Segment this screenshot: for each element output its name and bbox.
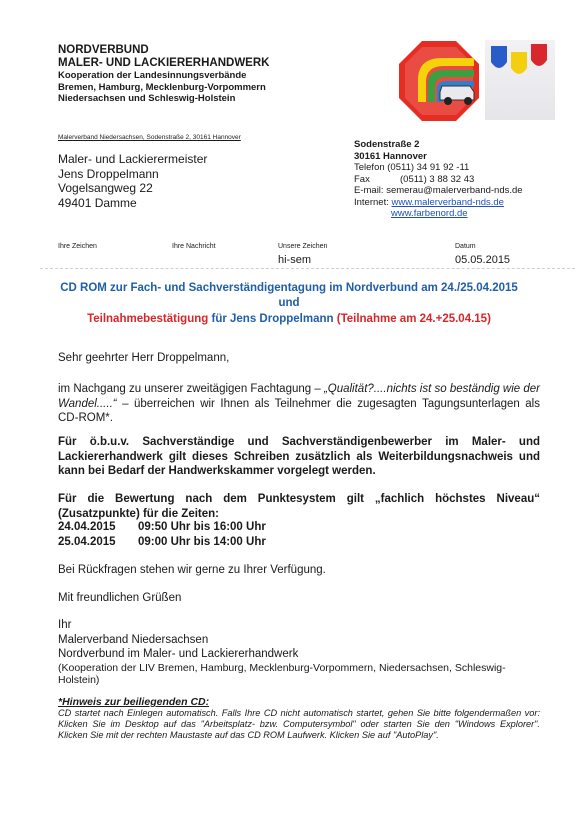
internet-label: Internet: [354, 196, 389, 208]
nordverbund-logo [398, 40, 480, 122]
ref-datum: Datum [455, 243, 476, 250]
subject-line-2: und [278, 297, 300, 309]
sender-city: 30161 Hannover [354, 150, 427, 162]
paragraph-1-intro: im Nachgang zu unserer zweitägigen Fachtagung – [58, 383, 324, 395]
sender-email [354, 185, 523, 197]
ref-unsere-zeichen: Unsere Zeichen [278, 243, 328, 250]
date-2: 25.04.2015 [58, 536, 116, 548]
paragraph-4: Bei Rückfragen stehen wir gerne zu Ihrer Verfügung. [58, 564, 326, 576]
fax-value: (0511) 3 88 32 43 [400, 173, 475, 185]
time-row-1 [58, 520, 540, 535]
letterhead-organization [58, 44, 269, 105]
date-1: 24.04.2015 [58, 521, 116, 533]
paragraph-3: Für die Bewertung nach dem Punktesystem gilt „fachlich höchstes Niveau“ (Zusatzpunkte) für die Zeiten: [58, 493, 540, 520]
website-link-1[interactable]: www.malerverband-nds.de [391, 196, 504, 208]
subject-dates: (Teilnahme am 24.+25.04.15) [336, 313, 491, 325]
recipient-street: Vogelsangweg 22 [58, 181, 153, 195]
return-address: Malerverband Niedersachsen, Sodenstraße 2, 30161 Hannover [58, 134, 241, 141]
fax-label: Fax [354, 173, 370, 185]
subject-confirmation: Teilnahmebestätigung [87, 313, 209, 325]
signature-nordverbund: Nordverbund im Maler- und Lackiererhandwerk [58, 648, 299, 660]
conference-motto: „Qualität?....nichts ist so beständig wie der Wandel.....“ [58, 383, 540, 410]
paragraph-2: Für ö.b.u.v. Sachverständige und Sachverständigenbewerber im Maler- und Lackiererhandwerk gilt dieses Schreiben zusätzlich als Weiterbildungsnachweis und kann bei Bedarf der Handwerkskammer vorgelegt werden. [58, 436, 540, 477]
signature-cooperation: (Kooperation der LIV Bremen, Hamburg, Mecklenburg-Vorpommern, Niedersachsen, Schleswig-Holstein) [58, 661, 506, 686]
recipient-address [58, 152, 207, 210]
subject-participant: für Jens Droppelmann [211, 313, 334, 325]
salutation: Sehr geehrter Herr Droppelmann, [58, 352, 230, 364]
cd-hint [58, 697, 540, 741]
recipient-title: Maler- und Lackierermeister [58, 152, 208, 166]
signature-block [58, 618, 540, 687]
time-2: 09:00 Uhr bis 14:00 Uhr [138, 536, 266, 548]
sender-phone: Telefon (0511) 34 91 92 -11 [354, 162, 470, 173]
ref-unsere-zeichen-value: hi-sem [278, 254, 312, 266]
website-link-2[interactable]: www.farbenord.de [391, 208, 468, 219]
org-states-2: Niedersachsen und Schleswig-Holstein [58, 93, 236, 104]
cd-hint-text: CD startet nach Einlegen automatisch. Falls Ihre CD nicht automatisch startet, gehen Sie bitte folgendermaßen vor: Klicken Sie im Desktop auf das "Arbeitsplatz- bzw. Computersymbol" oder starten Sie den "Windows Explorer". Klicken Sie mit der rechten Maustaste auf das CD ROM Laufwerk. Klicken Sie auf "AutoPlay". [58, 708, 540, 740]
org-name-line2: MALER- UND LACKIERERHANDWERK [58, 57, 270, 69]
closing: Mit freundlichen Grüßen [58, 592, 182, 604]
sender-internet [354, 197, 523, 209]
sender-fax [354, 174, 523, 186]
paragraph-1-rest: – überreichen wir Ihnen als Teilnehmer die zugesagten Tagungsunterlagen als CD-ROM*. [58, 397, 540, 424]
fold-divider [40, 268, 575, 269]
subject-line-3 [0, 313, 578, 325]
org-name-line1: NORDVERBUND [58, 44, 149, 56]
cd-hint-title: *Hinweis zur beiliegenden CD: [58, 696, 210, 708]
paragraph-1 [58, 382, 540, 426]
recipient-name: Jens Droppelmann [58, 166, 159, 181]
ref-ihre-zeichen: Ihre Zeichen [58, 243, 97, 250]
ref-datum-value: 05.05.2015 [455, 254, 511, 266]
sender-internet-2 [354, 208, 523, 220]
signature-org: Malerverband Niedersachsen [58, 633, 209, 646]
time-1: 09:50 Uhr bis 16:00 Uhr [138, 521, 266, 533]
sender-contact-block [354, 139, 523, 220]
recipient-city: 49401 Damme [58, 195, 137, 210]
signature-ihr: Ihr [58, 619, 72, 631]
ref-ihre-nachricht: Ihre Nachricht [172, 243, 216, 250]
email-value[interactable]: semerau@malerverband-nds.de [386, 185, 523, 196]
sender-street: Sodenstraße 2 [354, 139, 420, 150]
org-cooperation: Kooperation der Landesinnungsverbände [58, 70, 247, 81]
email-label: E-mail: [354, 185, 384, 196]
org-states-1: Bremen, Hamburg, Mecklenburg-Vorpommern [58, 81, 266, 93]
paint-cups-logo [485, 40, 555, 120]
subject-line-1: CD ROM zur Fach- und Sachverständigentagung im Nordverbund am 24./25.04.2015 [60, 282, 518, 294]
time-row-2 [58, 535, 540, 550]
